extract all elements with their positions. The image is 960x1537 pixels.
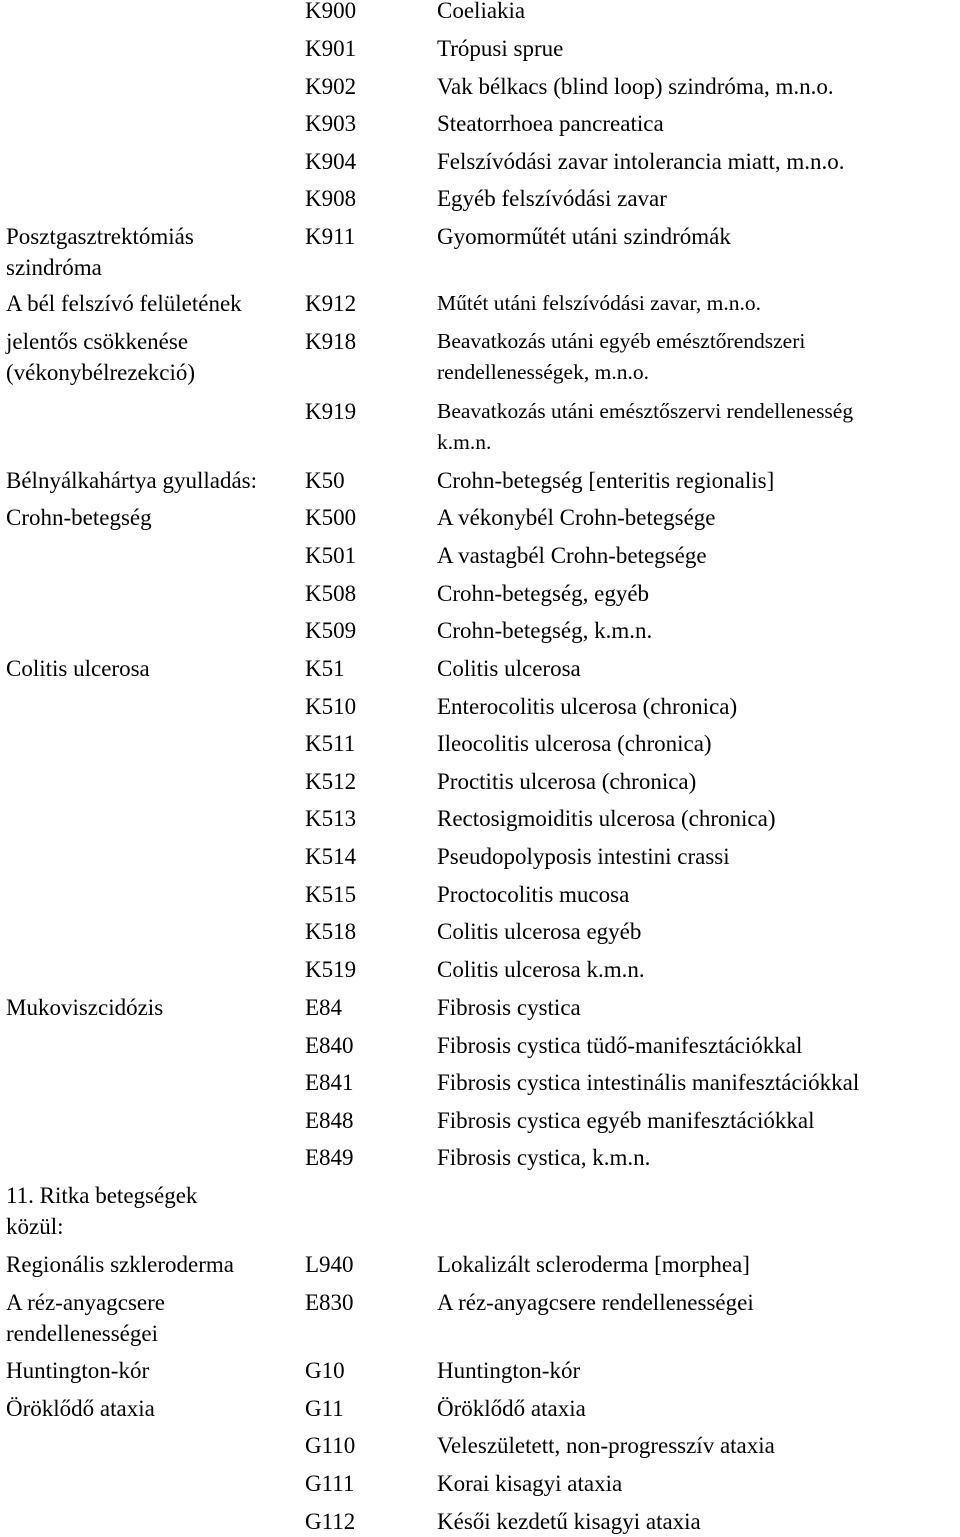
description-text: Proctocolitis mucosa	[437, 882, 630, 907]
diagnosis-code: G10	[305, 1358, 345, 1383]
description-cell	[437, 465, 957, 496]
diagnosis-code: K919	[305, 399, 357, 424]
description-cell	[437, 1249, 957, 1280]
description-text: Korai kisagyi ataxia	[437, 1471, 623, 1496]
diagnosis-code: K908	[305, 186, 357, 211]
condition-text: Regionális szkleroderma	[6, 1252, 235, 1277]
code-cell	[305, 615, 356, 646]
description-cell	[437, 992, 957, 1023]
description-text: Coeliakia	[437, 0, 526, 23]
condition-text: 11. Ritka betegségek	[6, 1183, 198, 1208]
diagnosis-code: K911	[305, 224, 356, 249]
code-cell	[305, 108, 356, 139]
code-cell	[305, 916, 356, 947]
diagnosis-code: G11	[305, 1396, 344, 1421]
condition-text: Huntington-kór	[6, 1358, 150, 1383]
description-cell	[437, 1506, 957, 1537]
condition-text: Mukoviszcidózis	[6, 995, 164, 1020]
diagnosis-code: K51	[305, 656, 345, 681]
condition-cell	[6, 653, 302, 684]
description-text: Enterocolitis ulcerosa (chronica)	[437, 694, 738, 719]
description-text: Műtét utáni felszívódási zavar, m.n.o.	[437, 291, 761, 315]
code-cell	[305, 33, 356, 64]
code-cell	[305, 1430, 355, 1461]
code-cell	[305, 1142, 354, 1173]
description-cell	[437, 108, 957, 139]
description-cell	[437, 0, 957, 26]
description-text: Colitis ulcerosa k.m.n.	[437, 957, 645, 982]
diagnosis-code: L940	[305, 1252, 354, 1277]
description-text: A réz-anyagcsere rendellenességei	[437, 1290, 754, 1315]
description-cell	[437, 146, 957, 177]
code-cell	[305, 540, 356, 571]
description-cell	[437, 1430, 957, 1461]
code-cell	[305, 1506, 355, 1537]
diagnosis-code: K513	[305, 806, 357, 831]
description-cell	[437, 502, 957, 533]
diagnosis-code: K512	[305, 769, 357, 794]
condition-cell	[6, 288, 302, 319]
description-text: Crohn-betegség [enteritis regionalis]	[437, 468, 775, 493]
condition-text: Öröklődő ataxia	[6, 1396, 155, 1421]
description-cell	[437, 916, 957, 947]
description-text: Pseudopolyposis intestini crassi	[437, 844, 730, 869]
diagnosis-code: K518	[305, 919, 357, 944]
description-cell	[437, 653, 957, 684]
condition-text: jelentős csökkenése	[6, 329, 189, 354]
code-cell	[305, 221, 355, 252]
diagnosis-code: K510	[305, 694, 357, 719]
description-cell	[437, 396, 957, 458]
description-text: Trópusi sprue	[437, 36, 564, 61]
condition-text: A bél felszívó felületének	[6, 291, 242, 316]
diagnosis-code: E84	[305, 995, 343, 1020]
description-text: A vékonybél Crohn-betegsége	[437, 505, 716, 530]
description-cell	[437, 1393, 957, 1424]
diagnosis-code: K500	[305, 505, 357, 530]
diagnosis-code: G112	[305, 1509, 356, 1534]
code-cell	[305, 183, 356, 214]
condition-cell	[6, 1393, 302, 1424]
condition-cell	[6, 1249, 302, 1280]
description-cell	[437, 326, 957, 388]
description-text: Fibrosis cystica, k.m.n.	[437, 1145, 651, 1170]
condition-text: Crohn-betegség	[6, 505, 152, 530]
description-cell	[437, 540, 957, 571]
condition-cell	[6, 1355, 302, 1386]
code-cell	[305, 653, 345, 684]
code-cell	[305, 992, 342, 1023]
condition-cell	[6, 221, 302, 283]
description-text: k.m.n.	[437, 430, 492, 454]
diagnosis-code: E849	[305, 1145, 354, 1170]
description-cell	[437, 33, 957, 64]
code-cell	[305, 728, 355, 759]
code-cell	[305, 1105, 354, 1136]
description-text: Vak bélkacs (blind loop) szindróma, m.n.o.	[437, 74, 834, 99]
diagnosis-code: K509	[305, 618, 357, 643]
code-cell	[305, 841, 356, 872]
description-text: Veleszületett, non-progresszív ataxia	[437, 1433, 775, 1458]
code-cell	[305, 502, 356, 533]
diagnosis-code: K900	[305, 0, 357, 23]
diagnosis-code: E840	[305, 1033, 354, 1058]
code-cell	[305, 954, 356, 985]
code-cell	[305, 396, 356, 427]
description-cell	[437, 1067, 957, 1098]
description-text: Fibrosis cystica tüdő-manifesztációkkal	[437, 1033, 803, 1058]
diagnosis-code: K918	[305, 329, 357, 354]
condition-cell	[6, 326, 302, 388]
diagnosis-code: G110	[305, 1433, 356, 1458]
code-cell	[305, 1249, 354, 1280]
description-text: Késői kezdetű kisagyi ataxia	[437, 1509, 701, 1534]
description-text: Rectosigmoiditis ulcerosa (chronica)	[437, 806, 776, 831]
condition-text: A réz-anyagcsere	[6, 1290, 165, 1315]
code-cell	[305, 326, 356, 357]
description-cell	[437, 766, 957, 797]
code-cell	[305, 288, 356, 319]
diagnosis-code: K903	[305, 111, 357, 136]
description-text: Öröklődő ataxia	[437, 1396, 586, 1421]
diagnosis-code: K501	[305, 543, 357, 568]
description-text: Fibrosis cystica intestinális manifesztációkkal	[437, 1070, 860, 1095]
condition-cell	[6, 502, 302, 533]
description-cell	[437, 691, 957, 722]
description-text: Egyéb felszívódási zavar	[437, 186, 667, 211]
diagnosis-code: E841	[305, 1070, 354, 1095]
code-cell	[305, 879, 356, 910]
code-cell	[305, 0, 356, 26]
description-text: Crohn-betegség, k.m.n.	[437, 618, 653, 643]
description-text: Colitis ulcerosa egyéb	[437, 919, 642, 944]
description-cell	[437, 841, 957, 872]
code-cell	[305, 803, 356, 834]
diagnosis-code: E848	[305, 1108, 354, 1133]
condition-text: Posztgasztrektómiás	[6, 224, 194, 249]
diagnosis-code: K508	[305, 581, 357, 606]
code-cell	[305, 1030, 354, 1061]
diagnosis-code: K901	[305, 36, 357, 61]
description-text: Huntington-kór	[437, 1358, 581, 1383]
description-cell	[437, 71, 957, 102]
description-text: Beavatkozás utáni egyéb emésztőrendszeri	[437, 329, 806, 353]
description-cell	[437, 1030, 957, 1061]
code-cell	[305, 1355, 345, 1386]
description-cell	[437, 1287, 957, 1318]
description-cell	[437, 1105, 957, 1136]
description-text: Beavatkozás utáni emésztőszervi rendellenesség	[437, 399, 854, 423]
description-cell	[437, 288, 957, 319]
diagnosis-code: K511	[305, 731, 356, 756]
condition-cell	[6, 465, 302, 496]
description-text: Lokalizált scleroderma [morphea]	[437, 1252, 750, 1277]
description-text: Felszívódási zavar intolerancia miatt, m.n.o.	[437, 149, 845, 174]
description-cell	[437, 728, 957, 759]
diagnosis-code: K902	[305, 74, 357, 99]
diagnosis-code: K519	[305, 957, 357, 982]
description-text: Colitis ulcerosa	[437, 656, 581, 681]
description-text: Fibrosis cystica	[437, 995, 581, 1020]
diagnosis-code: K904	[305, 149, 357, 174]
diagnosis-code: K515	[305, 882, 357, 907]
code-cell	[305, 1468, 354, 1499]
description-cell	[437, 183, 957, 214]
description-cell	[437, 879, 957, 910]
description-text: Gyomorműtét utáni szindrómák	[437, 224, 731, 249]
code-cell	[305, 1393, 344, 1424]
code-cell	[305, 691, 356, 722]
code-cell	[305, 71, 356, 102]
diagnosis-code: E830	[305, 1290, 354, 1315]
description-text: A vastagbél Crohn-betegsége	[437, 543, 707, 568]
description-cell	[437, 578, 957, 609]
condition-text: közül:	[6, 1214, 64, 1239]
description-text: Steatorrhoea pancreatica	[437, 111, 664, 136]
condition-cell	[6, 1287, 302, 1349]
description-text: Proctitis ulcerosa (chronica)	[437, 769, 697, 794]
code-cell	[305, 766, 356, 797]
description-text: Ileocolitis ulcerosa (chronica)	[437, 731, 712, 756]
description-text: Fibrosis cystica egyéb manifesztációkkal	[437, 1108, 815, 1133]
code-cell	[305, 578, 356, 609]
diagnosis-code: G111	[305, 1471, 355, 1496]
code-cell	[305, 1067, 354, 1098]
condition-cell	[6, 1180, 302, 1242]
condition-text: Colitis ulcerosa	[6, 656, 150, 681]
condition-text: rendellenességei	[6, 1321, 158, 1346]
description-cell	[437, 954, 957, 985]
description-cell	[437, 1468, 957, 1499]
description-text: Crohn-betegség, egyéb	[437, 581, 650, 606]
description-cell	[437, 615, 957, 646]
description-cell	[437, 221, 957, 252]
condition-cell	[6, 992, 302, 1023]
description-cell	[437, 1355, 957, 1386]
description-cell	[437, 803, 957, 834]
code-cell	[305, 1287, 354, 1318]
diagnosis-code: K912	[305, 291, 357, 316]
condition-text: szindróma	[6, 255, 102, 280]
code-cell	[305, 146, 356, 177]
diagnosis-code: K514	[305, 844, 357, 869]
diagnosis-code: K50	[305, 468, 345, 493]
code-cell	[305, 465, 345, 496]
description-cell	[437, 1142, 957, 1173]
condition-text: Bélnyálkahártya gyulladás:	[6, 468, 258, 493]
description-text: rendellenességek, m.n.o.	[437, 360, 649, 384]
condition-text: (vékonybélrezekció)	[6, 360, 196, 385]
